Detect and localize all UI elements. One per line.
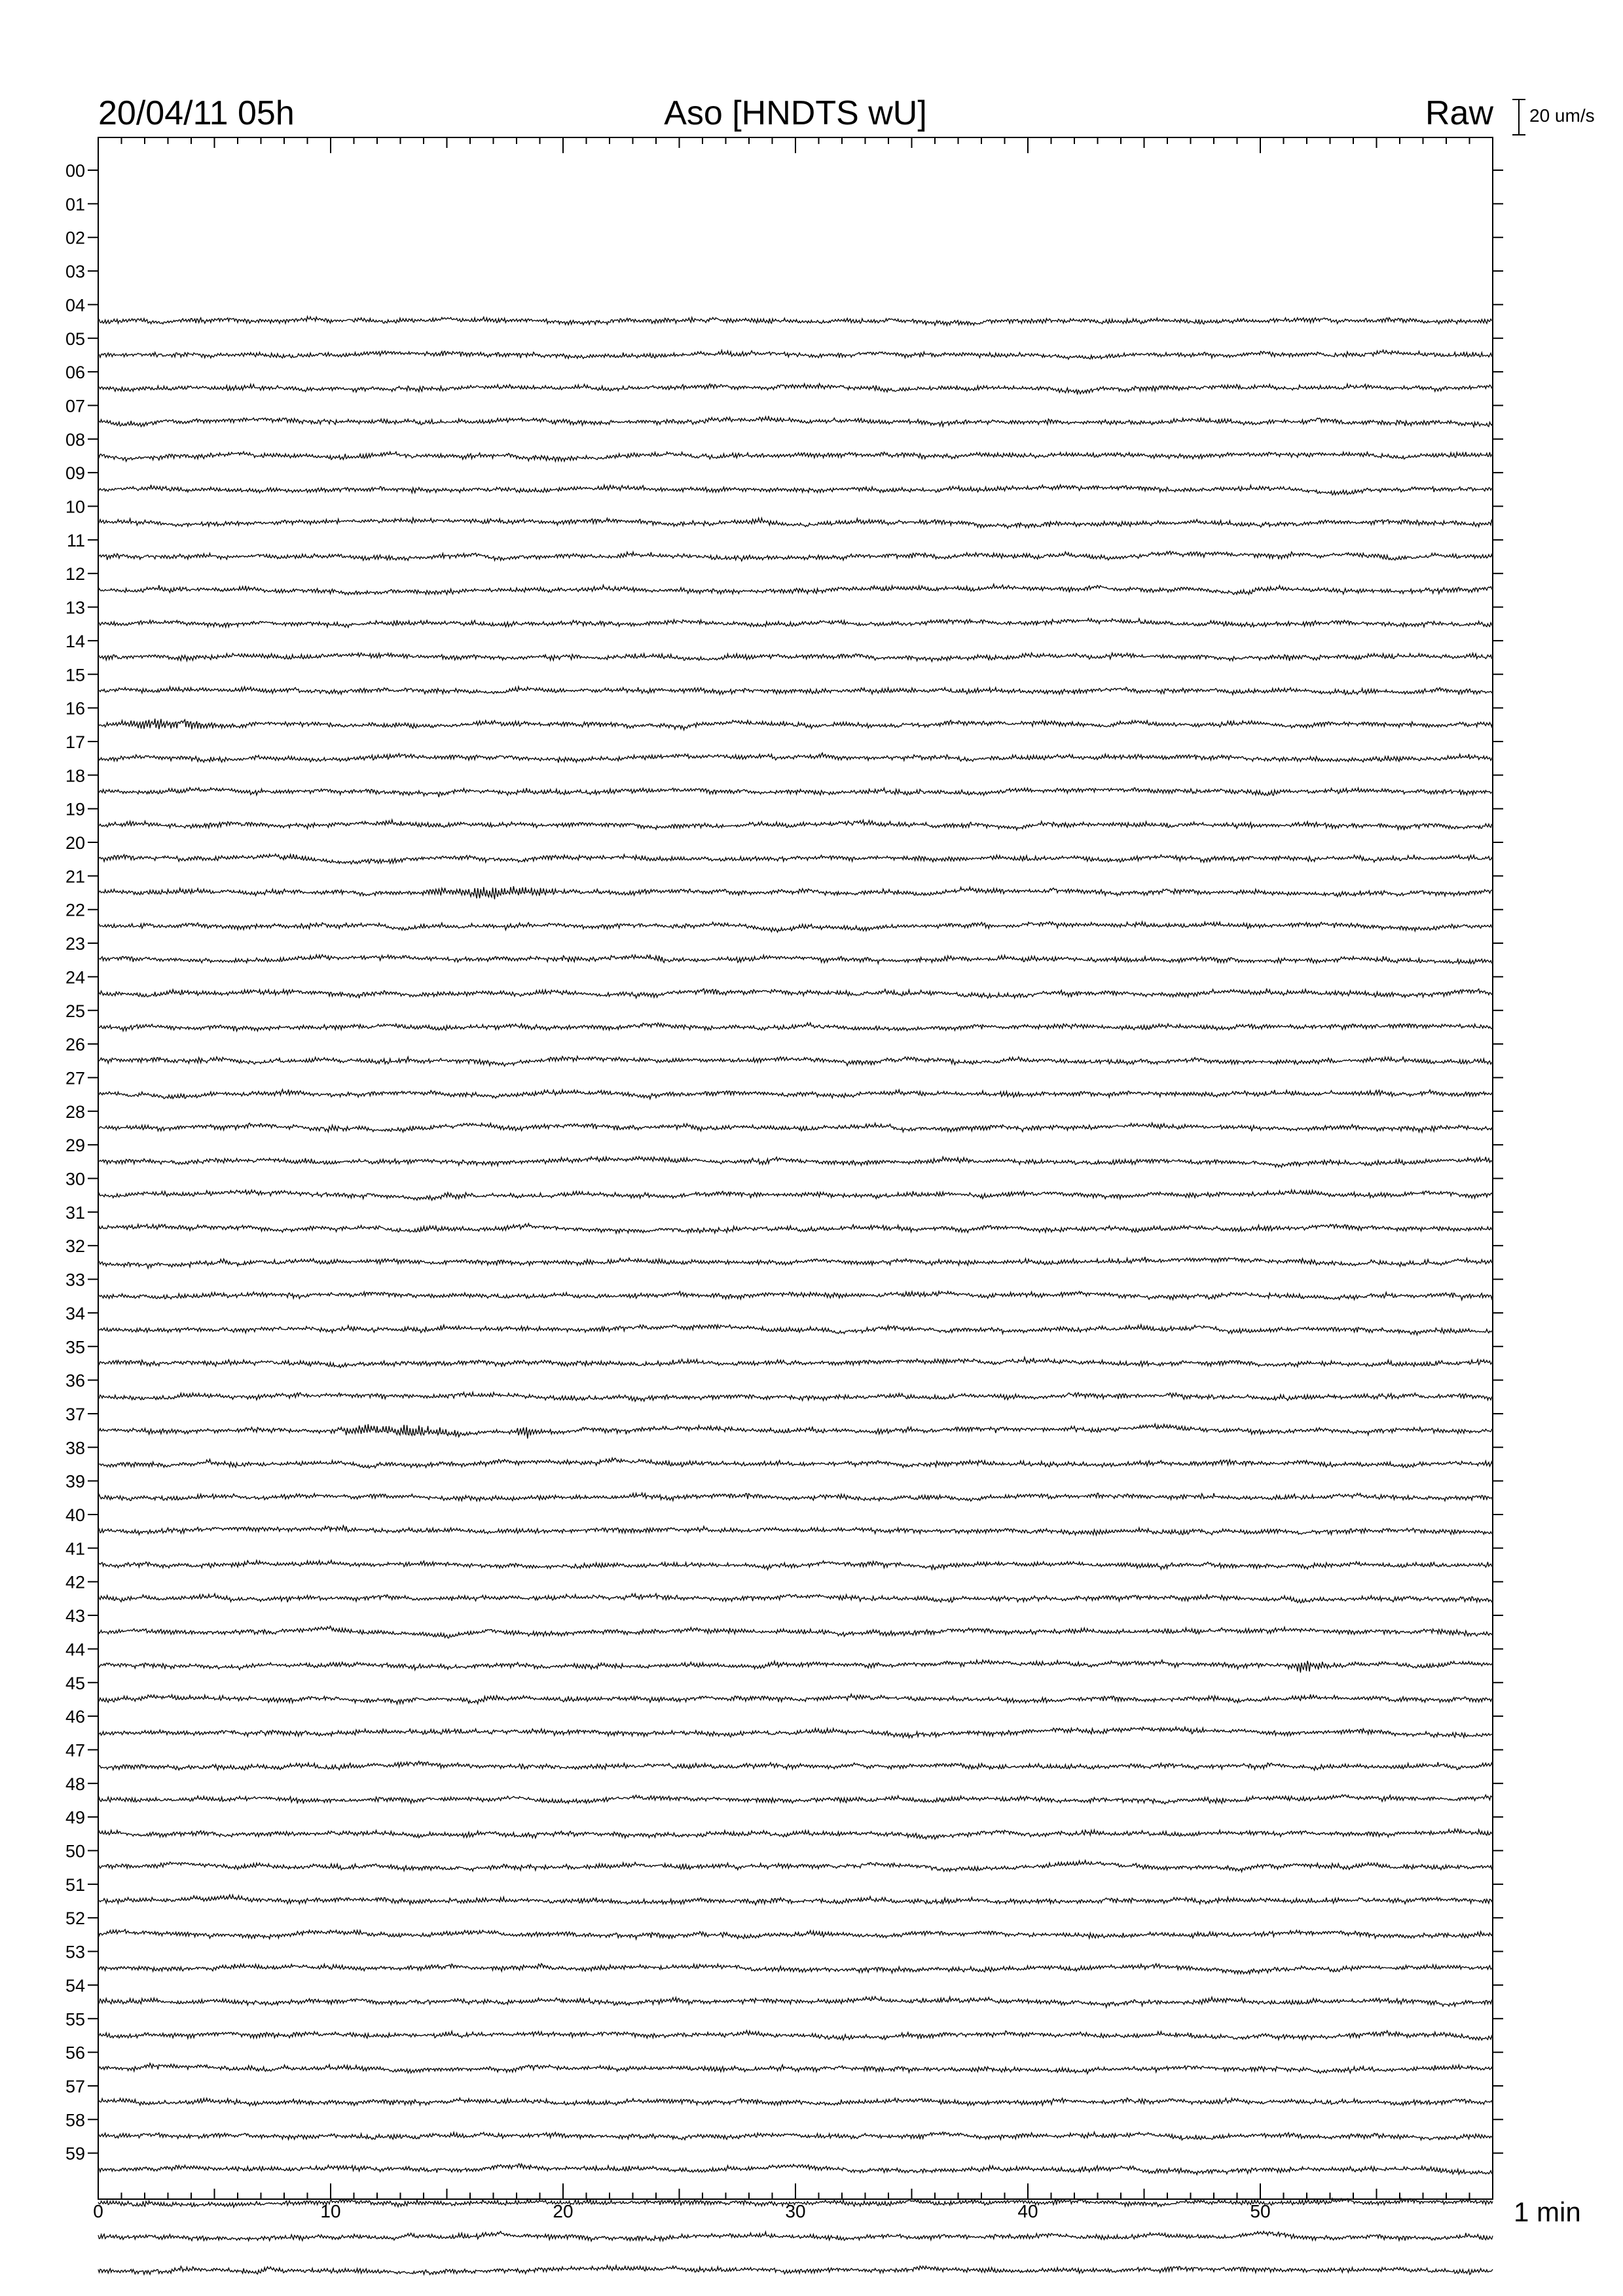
trace-row-20 (98, 854, 1493, 865)
trace-row-19 (98, 819, 1493, 830)
row-label-08: 08 (65, 429, 85, 450)
trace-row-06 (98, 384, 1493, 395)
row-label-52: 52 (65, 1909, 85, 1929)
row-label-19: 19 (65, 799, 85, 819)
row-label-06: 06 (65, 363, 85, 383)
row-label-25: 25 (65, 1001, 85, 1021)
trace-row-23 (98, 955, 1493, 964)
row-label-30: 30 (65, 1169, 85, 1189)
trace-row-18 (98, 787, 1493, 797)
row-label-33: 33 (65, 1270, 85, 1290)
trace-row-47 (98, 1761, 1493, 1770)
trace-row-52 (98, 1929, 1493, 1939)
row-label-38: 38 (65, 1438, 85, 1458)
trace-row-49 (98, 1829, 1493, 1840)
row-label-07: 07 (65, 396, 85, 416)
trace-row-35 (98, 1357, 1493, 1368)
trace-row-53 (98, 1964, 1493, 1974)
row-label-44: 44 (65, 1640, 85, 1660)
row-label-46: 46 (65, 1707, 85, 1727)
row-label-15: 15 (65, 665, 85, 685)
xtick-label-50: 50 (1250, 2201, 1271, 2221)
row-label-47: 47 (65, 1740, 85, 1761)
row-label-37: 37 (65, 1404, 85, 1424)
trace-row-43 (98, 1626, 1493, 1638)
row-label-20: 20 (65, 833, 85, 853)
trace-row-59 (98, 2164, 1493, 2175)
trace-row-11 (98, 551, 1493, 561)
row-label-12: 12 (65, 564, 85, 584)
xaxis-label: 1 min (1514, 2197, 1581, 2227)
trace-row-40 (98, 1526, 1493, 1535)
row-label-53: 53 (65, 1942, 85, 1962)
xtick-label-20: 20 (553, 2201, 574, 2221)
row-label-48: 48 (65, 1774, 85, 1794)
trace-row-34 (98, 1325, 1493, 1335)
trace-row-24 (98, 988, 1493, 998)
trace-row-37 (98, 1424, 1493, 1439)
trace-row-54 (98, 1997, 1493, 2008)
trace-row-58 (98, 2132, 1493, 2140)
row-label-41: 41 (65, 1539, 85, 1559)
trace-row-41 (98, 1560, 1493, 1570)
row-labels (65, 161, 85, 2164)
row-label-55: 55 (65, 2009, 85, 2030)
row-label-23: 23 (65, 934, 85, 954)
trace-row-16 (98, 719, 1493, 730)
row-label-34: 34 (65, 1303, 85, 1323)
scale-bar (1512, 99, 1525, 135)
row-label-13: 13 (65, 598, 85, 618)
row-label-40: 40 (65, 1505, 85, 1525)
trace-row-07 (98, 416, 1493, 427)
row-label-05: 05 (65, 329, 85, 349)
xtick-label-30: 30 (785, 2201, 806, 2221)
row-label-51: 51 (65, 1874, 85, 1895)
trace-row-30 (98, 1190, 1493, 1200)
trace-row-27 (98, 1090, 1493, 1100)
trace-row-22 (98, 922, 1493, 932)
trace-row-25 (98, 1023, 1493, 1031)
row-label-22: 22 (65, 900, 85, 920)
row-label-58: 58 (65, 2110, 85, 2130)
row-label-11: 11 (66, 530, 85, 550)
trace-row-32 (98, 1257, 1493, 1268)
row-label-27: 27 (65, 1068, 85, 1088)
row-label-42: 42 (65, 1572, 85, 1592)
trace-row-38 (98, 1458, 1493, 1469)
trace-row-46 (98, 1727, 1493, 1738)
row-label-35: 35 (65, 1337, 85, 1357)
row-label-00: 00 (65, 161, 85, 181)
trace-row-09 (98, 485, 1493, 495)
trace-row-28 (98, 1123, 1493, 1132)
trace-row-12 (98, 584, 1493, 595)
trace-row-33 (98, 1291, 1493, 1300)
trace-row-31 (98, 1223, 1493, 1233)
trace-row-56 (98, 2063, 1493, 2073)
trace-row-26 (98, 1056, 1493, 1066)
trace-row-51 (98, 1895, 1493, 1905)
trace-row-17 (98, 753, 1493, 762)
xtick-label-10: 10 (320, 2201, 341, 2221)
trace-row-10 (98, 518, 1493, 528)
trace-row-14 (98, 653, 1493, 662)
trace-row-after-2 (98, 2231, 1493, 2241)
row-label-49: 49 (65, 1808, 85, 1828)
row-label-36: 36 (65, 1371, 85, 1391)
trace-row-39 (98, 1493, 1493, 1501)
trace-row-13 (98, 619, 1493, 628)
row-label-45: 45 (65, 1673, 85, 1693)
row-label-26: 26 (65, 1035, 85, 1055)
trace-row-after-3 (98, 2265, 1493, 2274)
row-label-24: 24 (65, 967, 85, 988)
trace-row-29 (98, 1157, 1493, 1168)
scale-label: 20 um/s (1529, 105, 1595, 126)
trace-row-57 (98, 2098, 1493, 2106)
row-label-10: 10 (65, 497, 85, 517)
trace-row-55 (98, 2030, 1493, 2040)
xtick-label-40: 40 (1017, 2201, 1038, 2221)
row-label-02: 02 (65, 228, 85, 248)
row-label-04: 04 (65, 295, 85, 315)
trace-row-36 (98, 1392, 1493, 1401)
trace-row-08 (98, 452, 1493, 461)
row-label-43: 43 (65, 1606, 85, 1626)
trace-row-48 (98, 1795, 1493, 1804)
row-label-17: 17 (65, 732, 85, 752)
header-mode: Raw (1425, 94, 1493, 132)
trace-row-21 (98, 886, 1493, 899)
trace-row-44 (98, 1660, 1493, 1672)
trace-row-45 (98, 1694, 1493, 1704)
row-label-32: 32 (65, 1236, 85, 1257)
row-label-57: 57 (65, 2076, 85, 2096)
row-label-29: 29 (65, 1136, 85, 1156)
row-label-01: 01 (65, 194, 85, 215)
row-label-56: 56 (65, 2043, 85, 2063)
row-label-50: 50 (65, 1841, 85, 1861)
row-label-59: 59 (65, 2144, 85, 2164)
top-axis-ticks (98, 137, 1493, 153)
row-label-03: 03 (65, 262, 85, 282)
header-station: Aso [HNDTS wU] (664, 94, 927, 132)
row-label-39: 39 (65, 1471, 85, 1492)
row-label-21: 21 (65, 867, 85, 887)
trace-row-15 (98, 687, 1493, 695)
row-label-31: 31 (65, 1202, 85, 1223)
trace-row-04 (98, 317, 1493, 326)
header-datetime: 20/04/11 05h (98, 94, 295, 132)
row-label-28: 28 (65, 1102, 85, 1122)
row-label-54: 54 (65, 1975, 85, 1996)
plot-frame (98, 137, 1493, 2199)
xtick-label-0: 0 (93, 2201, 103, 2221)
trace-row-50 (98, 1860, 1493, 1872)
trace-row-05 (98, 350, 1493, 359)
row-label-16: 16 (65, 698, 85, 719)
row-label-14: 14 (65, 631, 85, 651)
row-label-18: 18 (65, 766, 85, 786)
trace-row-42 (98, 1594, 1493, 1603)
seismic-traces (98, 317, 1493, 2275)
row-label-09: 09 (65, 463, 85, 484)
